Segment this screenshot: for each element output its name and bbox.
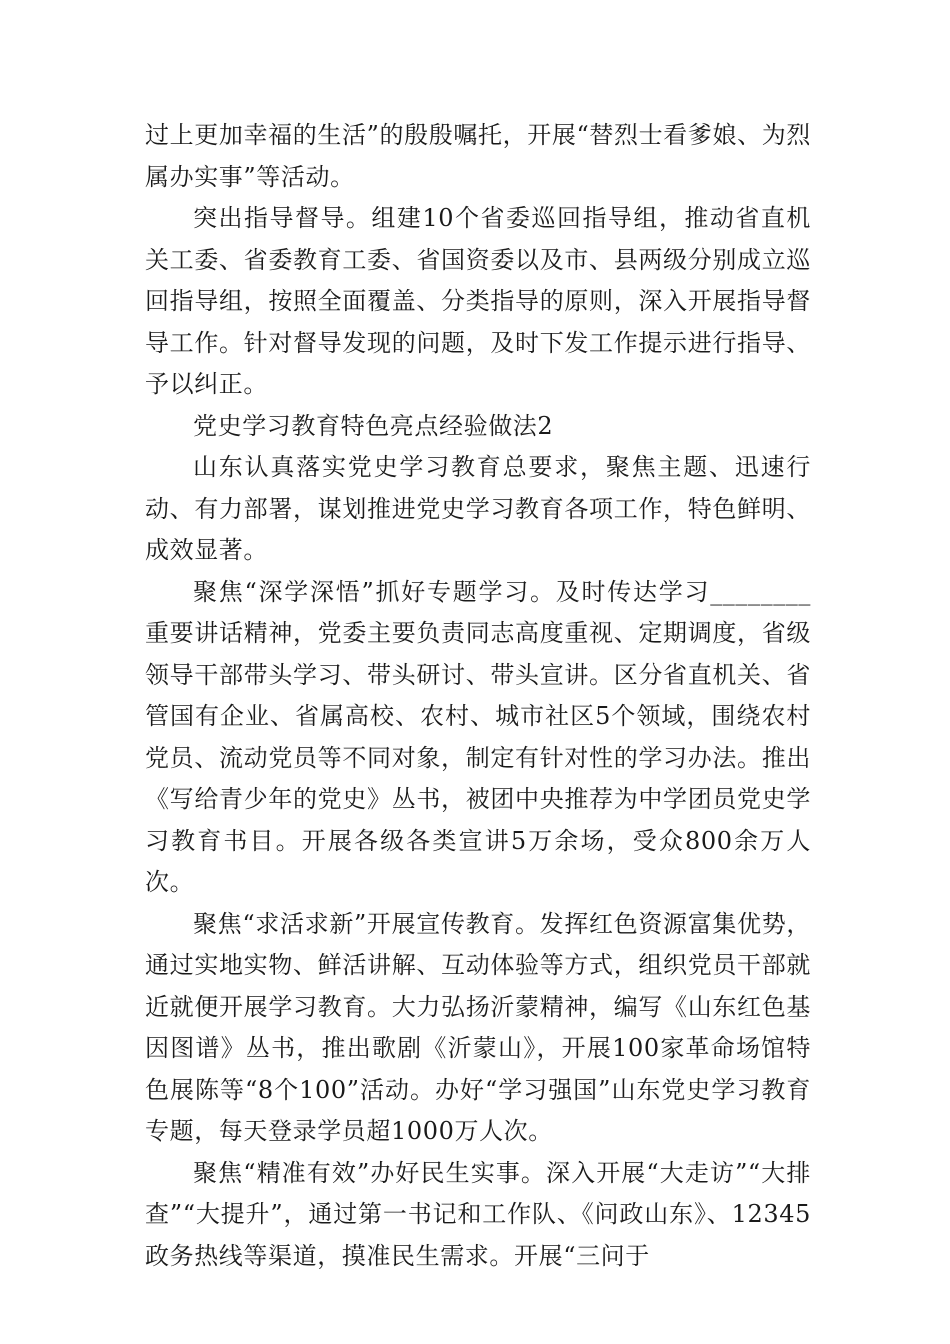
- paragraph-guidance-supervision: 突出指导督导。组建10个省委巡回指导组，推动省直机关工委、省委教育工委、省国资委以及市、县两级分别成立巡回指导组，按照全面覆盖、分类指导的原则，深入开展指导督导工作。针对督导发现的问题，及时下发工作提示进行指导、予以纠正。: [145, 204, 811, 398]
- section-heading: 党史学习教育特色亮点经验做法2: [193, 411, 554, 440]
- paragraph-special-study: 聚焦“深学深悟”抓好专题学习。及时传达学习________重要讲话精神，党委主要负责同志高度重视、定期调度，省级领导干部带头学习、带头研讨、带头宣讲。区分省直机关、省管国有企业、省属高校、农村、城市社区5个领域，围绕农村党员、流动党员等不同对象，制定有针对性的学习办法。推出《写给青少年的党史》丛书，被团中央推荐为中学团员党史学习教育书目。开展各级各类宣讲5万余场，受众800余万人次。: [145, 577, 811, 896]
- document-body: [145, 115, 811, 1277]
- paragraph-livelihood: 聚焦“精准有效”办好民生实事。深入开展“大走访”“大排查”“大提升”，通过第一书记和工作队、《问政山东》、12345政务热线等渠道，摸准民生需求。开展“三问于: [145, 1158, 811, 1270]
- paragraph-publicity-education: 聚焦“求活求新”开展宣传教育。发挥红色资源富集优势，通过实地实物、鲜活讲解、互动体验等方式，组织党员干部就近就便开展学习教育。大力弘扬沂蒙精神，编写《山东红色基因图谱》丛书，推出歌剧《沂蒙山》，开展100家革命场馆特色展陈等“8个100”活动。办好“学习强国”山东党史学习教育专题，每天登录学员超1000万人次。: [145, 909, 811, 1145]
- paragraph-intro: 山东认真落实党史学习教育总要求，聚焦主题、迅速行动、有力部署，谋划推进党史学习教育各项工作，特色鲜明、成效显著。: [145, 453, 811, 564]
- paragraph-continued: 过上更加幸福的生活”的殷殷嘱托，开展“替烈士看爹娘、为烈属办实事”等活动。: [145, 121, 811, 191]
